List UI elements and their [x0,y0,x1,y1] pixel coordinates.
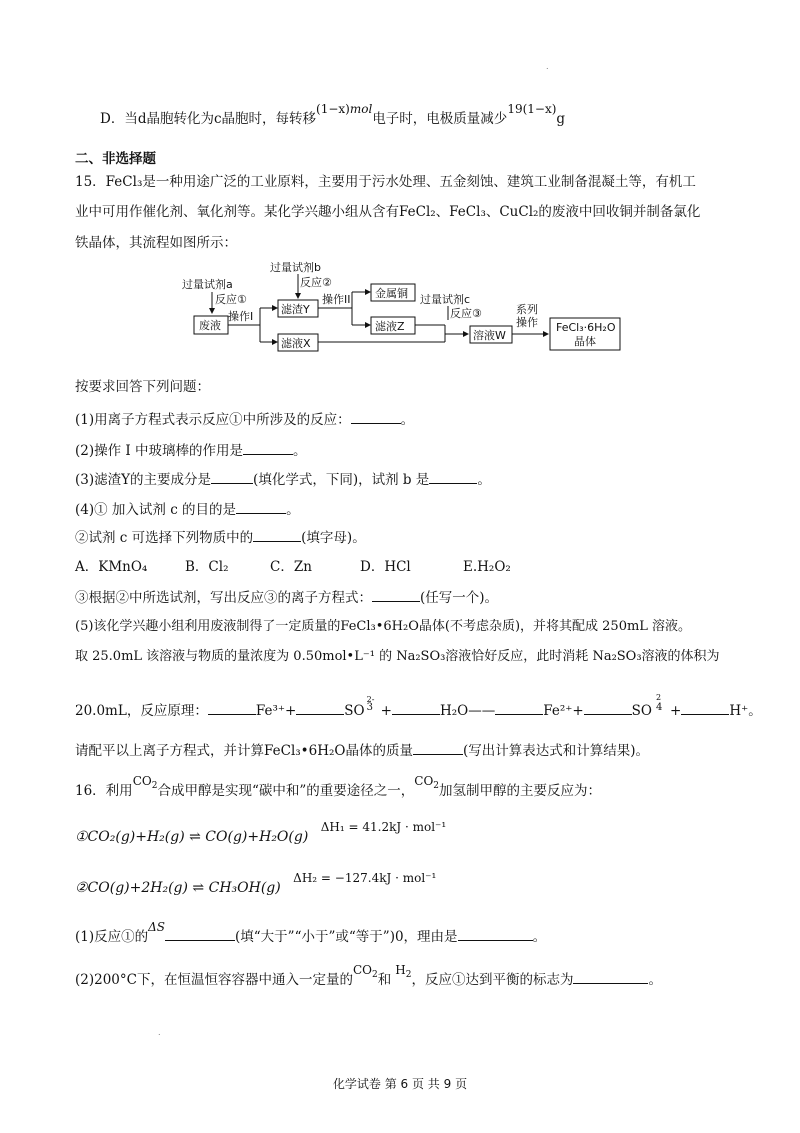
flow-residue-y: 滤渣Y [281,303,310,316]
q16-reaction2: ②CO(g)+2H₂(g) ⇌ CH₃OH(g) ΔH₂ = −127.4kJ · mol⁻¹ [75,871,437,896]
flow-op2: 操作II [322,293,351,306]
option-e[interactable]: E.H₂O₂ [463,559,511,575]
flow-reaction3: 反应③ [450,307,482,320]
q15-part4-1: (4)① 加入试剂 c 的目的是 。 [75,502,300,518]
q15-part5-line4: 请配平以上离子方程式，并计算FeCl₃•6H₂O晶体的质量 (写出计算表达式和计算结果)。 [75,743,650,759]
option-c[interactable]: C．Zn [270,559,312,575]
answer-blank[interactable] [236,500,286,514]
flow-filtrate-x: 滤液X [281,337,311,350]
q15-part5-line1: (5)该化学兴趣小组利用废液制得了一定质量的FeCl₃•6H₂O晶体(不考虑杂质)，并将其配成 250mL 溶液。 [75,619,692,634]
answer-blank[interactable] [458,927,533,941]
coef-blank[interactable] [495,701,543,715]
q15-part4-3: ③根据②中所选试剂，写出反应③的离子方程式： (任写一个)。 [75,590,499,606]
q16-line1: 16．利用$CO_2$合成甲醇是实现“碳中和”的重要途径之一，$CO_2$加氢制甲醇的主要反应为： [75,774,602,799]
coef-blank[interactable] [681,701,729,715]
flow-reagent-a: 过量试剂a [182,278,233,291]
scan-dot: . [546,62,549,71]
q15-line3: 铁晶体，其流程如图所示： [75,235,237,251]
q15-part4-2: ②试剂 c 可选择下列物质中的 (填字母)。 [75,530,366,546]
q15-part5-line2: 取 25.0mL 该溶液与物质的量浓度为 0.50mol•L⁻¹ 的 Na₂SO₃溶液恰好反应，此时消耗 Na₂SO₃溶液的体积为 [75,649,720,664]
option-d[interactable]: D．HCl [360,559,411,575]
flow-op1: 操作I [228,310,254,323]
coef-blank[interactable] [208,701,256,715]
answer-blank[interactable] [253,528,301,542]
q14-option-d: D．当d晶胞转化为c晶胞时，每转移(1−x)mol电子时，电极质量减少19(1−x)g [100,102,566,127]
q15-line1: 15．FeCl₃是一种用途广泛的工业原料，主要用于污水处理、五金刻蚀、建筑工业制备混凝土等，有机工 [75,174,696,190]
flow-reaction1: 反应① [215,293,247,306]
q15-part5-equation: 20.0mL，反应原理： Fe³⁺+ SO 2- 3 + H₂O—— Fe²⁺+ SO 2 4 + H⁺。 [75,693,762,719]
flow-reaction2: 反应② [300,276,332,289]
q15-part3: (3)滤渣Y的主要成分是 (填化学式，下同)，试剂 b 是 。 [75,472,491,488]
q16-part1: (1)反应①的ΔS(填“大于”“小于”或“等于”)0，理由是 。 [75,920,547,945]
option-a[interactable]: A．KMnO₄ [75,559,148,575]
coef-blank[interactable] [584,701,632,715]
flow-solution-w: 溶液W [473,329,506,342]
q15-line2: 业中可用作催化剂、氧化剂等。某化学兴趣小组从含有FeCl₂、FeCl₃、CuCl₂的废液中回收铜并制备氯化 [75,204,701,220]
section-title: 二、非选择题 [75,151,156,167]
q15-part1: (1)用离子方程式表示反应①中所涉及的反应： 。 [75,412,415,428]
flow-product-2: 晶体 [574,335,596,348]
answer-blank[interactable] [573,970,648,984]
coef-blank[interactable] [392,701,440,715]
answer-blank[interactable] [351,410,401,424]
q16-reaction1: ①CO₂(g)+H₂(g) ⇌ CO(g)+H₂O(g) ΔH₁ = 41.2kJ · mol⁻¹ [75,820,447,845]
flow-filtrate-z: 滤液Z [375,320,405,333]
flow-copper: 金属铜 [375,287,408,300]
flow-waste: 废液 [199,319,221,332]
page-footer: 化学试卷 第 6 页 共 9 页 [332,1077,468,1091]
answer-blank[interactable] [211,470,253,484]
process-flow-diagram [180,258,630,358]
scan-dot: . [158,1028,161,1037]
coef-blank[interactable] [296,701,344,715]
answer-blank[interactable] [413,741,463,755]
flow-series-op-1: 系列 [516,303,538,316]
option-b[interactable]: B．Cl₂ [185,559,229,575]
flow-series-op-2: 操作 [516,316,538,329]
answer-blank[interactable] [372,588,420,602]
answer-blank[interactable] [429,470,477,484]
q15-instruction: 按要求回答下列问题： [75,379,210,395]
flow-reagent-b: 过量试剂b [270,261,321,274]
flow-reagent-c: 过量试剂c [420,293,471,306]
answer-blank[interactable] [165,927,235,941]
answer-blank[interactable] [243,441,293,455]
q15-options [75,558,511,576]
flow-product-1: FeCl₃·6H₂O [556,321,616,334]
q16-part2: (2)200°C下，在恒温恒容容器中通入一定量的$CO_2$和$H_2$，反应①达到平衡的标志为 。 [75,963,662,988]
q15-part2: (2)操作 I 中玻璃棒的作用是 。 [75,443,307,459]
